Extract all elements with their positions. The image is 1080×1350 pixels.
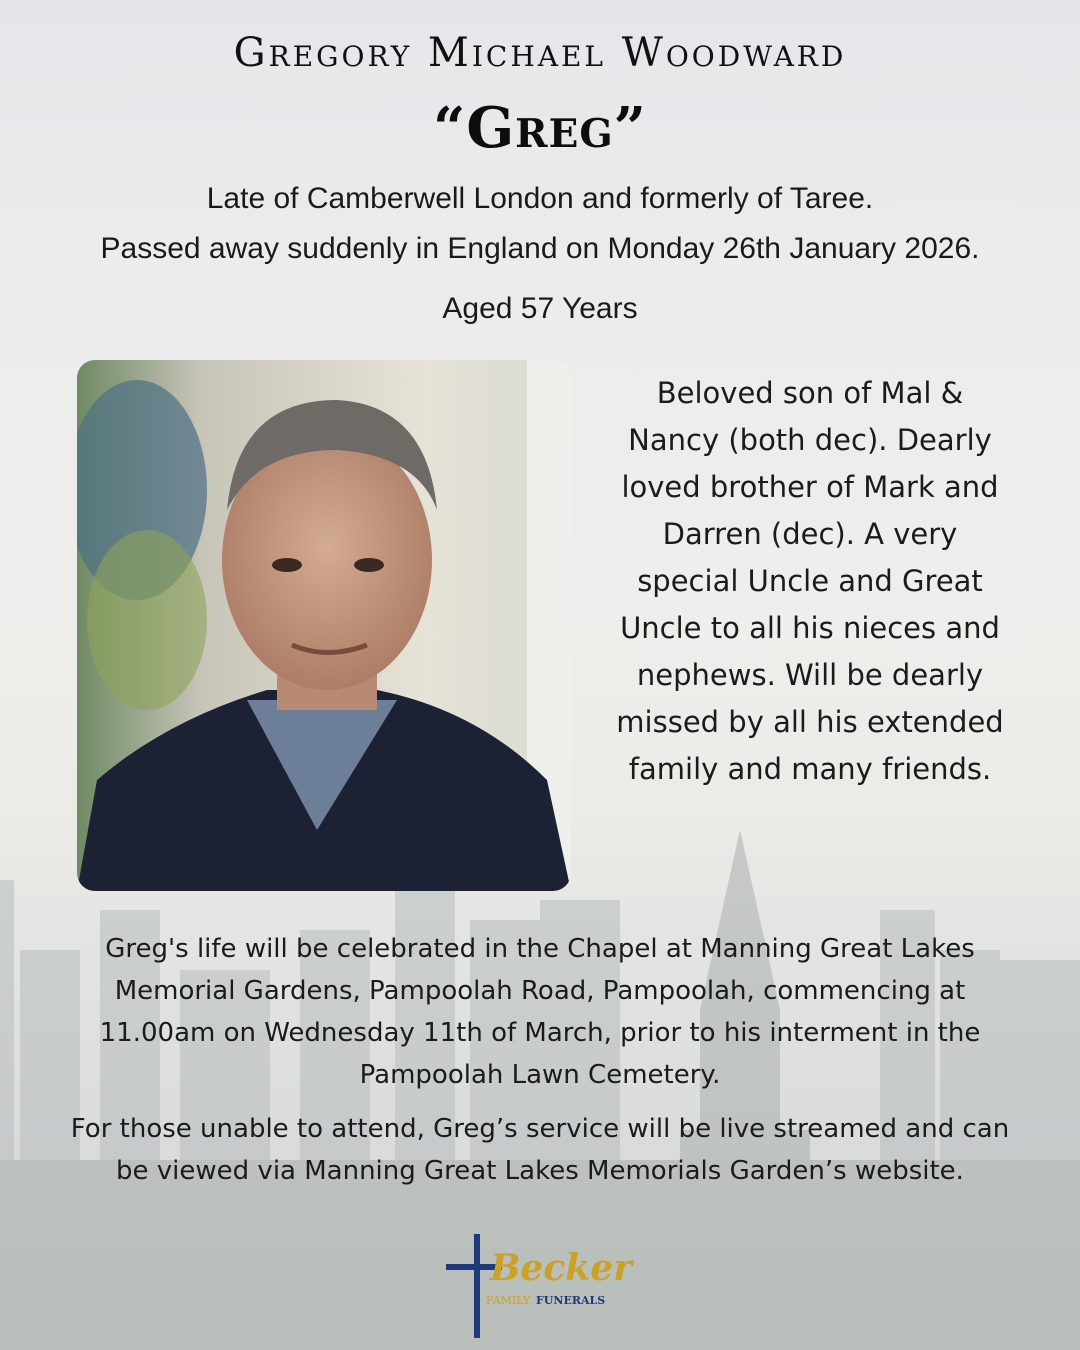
logo-tagline-2: FUNERALS bbox=[536, 1294, 606, 1307]
livestream-notice: For those unable to attend, Greg’s service will be live streamed and can be viewed via Manning Great Lakes Memorials Garden’s website. bbox=[70, 1114, 1010, 1186]
becker-family-funerals-logo bbox=[440, 1232, 640, 1342]
logo-brand: Becker bbox=[490, 1247, 633, 1289]
passed-away-line: Passed away suddenly in England on Monday 26th January 2026. bbox=[100, 232, 980, 265]
late-of-line: Late of Camberwell London and formerly of Taree. bbox=[206, 182, 874, 215]
tribute-text: Beloved son of Mal & Nancy (both dec). Dearly loved brother of Mark and Darren (dec). A very special Uncle and Great Uncle to all his nieces and nephews. Will be dearly missed by all his extended family and many friends. bbox=[616, 376, 1004, 786]
age-line: Aged 57 Years bbox=[442, 292, 638, 325]
nickname: “Greg” bbox=[433, 95, 647, 161]
service-details: Greg's life will be celebrated in the Chapel at Manning Great Lakes Memorial Gardens, Pampoolah Road, Pampoolah, commencing at 11.00am on Wednesday 11th of March, prior to his interment in the Pampoolah Lawn Cemetery. bbox=[99, 934, 981, 1090]
logo-tagline-1: FAMILY bbox=[486, 1294, 531, 1307]
full-name: Gregory Michael Woodward bbox=[233, 30, 847, 76]
portrait-photo bbox=[77, 360, 571, 891]
